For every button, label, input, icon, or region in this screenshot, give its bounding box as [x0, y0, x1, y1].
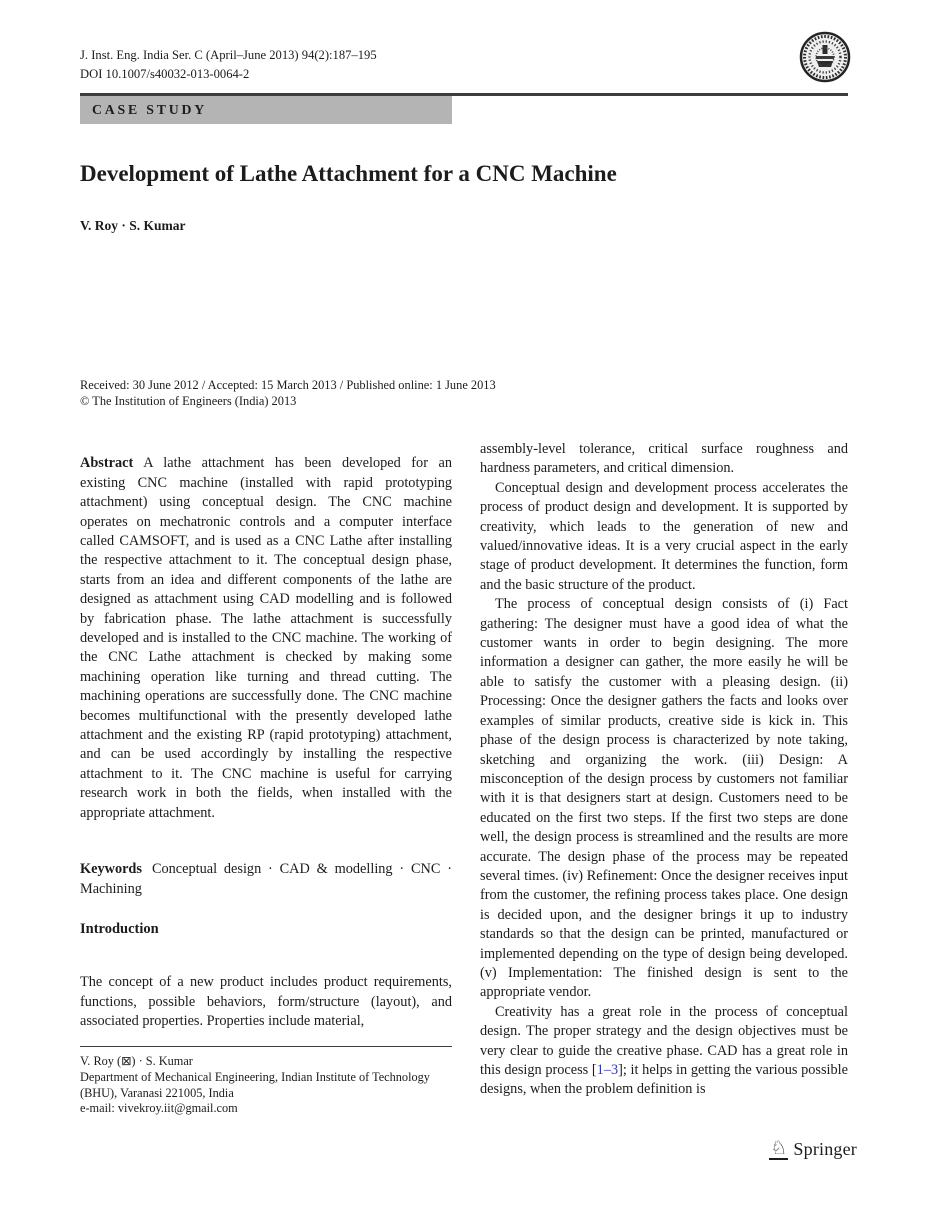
introduction-paragraph: The concept of a new product includes product requirements, functions, possible behaviors, form/structure (layout), and associated properties. Properties include material, [80, 974, 452, 1030]
footnote-block [80, 1046, 452, 1117]
keywords-label: Keywords [80, 861, 142, 878]
dates-line: Received: 30 June 2012 / Accepted: 15 March 2013 / Published online: 1 June 2013 [80, 378, 496, 392]
affiliation-line: Department of Mechanical Engineering, Indian Institute of Technology (BHU), Varanasi 221005, India [80, 1069, 430, 1100]
institution-seal-icon [799, 31, 851, 83]
section-heading-introduction: Introduction [80, 921, 159, 937]
body-paragraph: Conceptual design and development process accelerates the process of product design and development. It is supported by creativity, which leads to the generation of new and valued/innovative ideas. It is a very crucial aspect in the early stage of product development. It determines the function, form and the basic structure of the product. [480, 479, 848, 593]
paragraph-text: ]; it helps in getting the various possible designs, when the problem definition is [480, 1062, 848, 1098]
keywords-text: Conceptual design · CAD & modelling · CNC · Machining [80, 861, 452, 897]
abstract-label: Abstract [80, 455, 134, 472]
body-paragraph: assembly-level tolerance, critical surface roughness and hardness parameters, and critical dimension. [480, 441, 848, 477]
journal-citation: J. Inst. Eng. India Ser. C (April–June 2013) 94(2):187–195 [80, 48, 377, 62]
email-line: e-mail: vivekroy.iit@gmail.com [80, 1101, 238, 1116]
body-paragraph: The process of conceptual design consists of (i) Fact gathering: The designer must have a good idea of what the customer wants in order to begin designing. The more information a designer can gather, the more easily he will be able to satisfy the customer with a pleasing design. (ii) Processing: Once the designer gathers the facts and looks over examples of similar products, creative side is kick in. This phase of the design process is characterized by note taking, sketching and organizing the work. (iii) Design: A misconception of the design process by customers not familiar with it is that designers start at design. Customers need to be educated on the first two steps. If the first two steps are done well, the design process is streamlined and the results are more accurate. The design phase of the process may be repeated several times. (iv) Refinement: Once the designer receives input from the customer, the refining process takes place. One design is decided upon, and the designer brings it up to industry standards so that the design can be printed, manufactured or implemented depending on the type of design being developed. (v) Implementation: The finished design is sent to the appropriate vendor. [480, 596, 848, 1001]
authors-line: V. Roy · S. Kumar [80, 218, 186, 233]
article-title: Development of Lathe Attachment for a CNC Machine [80, 161, 617, 186]
keywords-paragraph [80, 860, 452, 899]
citation-link[interactable]: 1–3 [596, 1062, 619, 1078]
right-column [480, 440, 848, 1100]
category-banner: CASE STUDY [80, 96, 452, 124]
springer-wordmark: Springer [793, 1138, 857, 1159]
paragraph-text: Creativity has a great role in the process of conceptual design. The proper strategy and the design objectives must be very clear to guide the creative phase. CAD has a great role in this design process [ [480, 1003, 848, 1078]
abstract-text: A lathe attachment has been developed for an existing CNC machine (installed with rapid prototyping attachment) using conceptual design. The CNC machine operates on mechatronic controls and a computer interface called CAMSOFT, and is used as a CNC Lathe after installing the respective attachment to it. The conceptual design phase, starts from an idea and different components of the lathe are designed as attachment using CAD modelling and is followed by fabrication phase. The lathe attachment is successfully developed and is installed to the CNC machine. The working of the CNC Lathe attachment is checked by making some machining operation like turning and thread cutting. The machining operations are successfully done. The CNC machine becomes multifunctional with the presently developed lathe attachment and the existing RP (rapid prototyping) attachment, and can be used accordingly by installing the respective attachment to it. The CNC machine is useful for carrying research work in both the fields, when installed with the appropriate attachment. [80, 455, 452, 821]
doi-line: DOI 10.1007/s40032-013-0064-2 [80, 67, 250, 81]
abstract-paragraph [80, 454, 452, 823]
springer-knight-icon: ♘ [770, 1137, 788, 1159]
copyright-line: © The Institution of Engineers (India) 2013 [80, 394, 297, 408]
correspondence-line: V. Roy (⊠) · S. Kumar [80, 1054, 193, 1068]
springer-logo [769, 1138, 857, 1160]
body-paragraph [480, 1003, 848, 1100]
